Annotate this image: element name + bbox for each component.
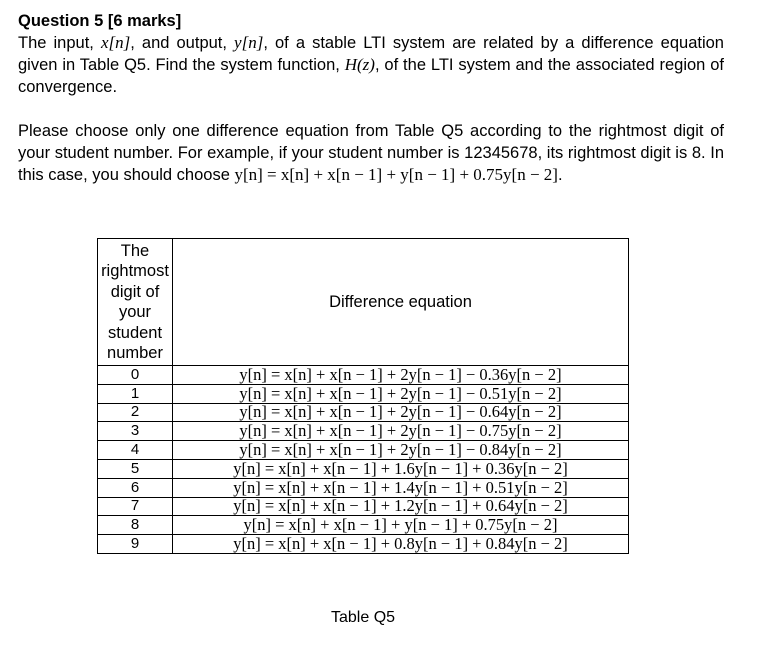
p1-math-output: y[n] [234,33,264,52]
row-digit: 0 [98,366,173,385]
table-q5 [97,238,629,554]
table-row [98,459,629,478]
header-equation: Difference equation [173,239,629,366]
row-digit: 4 [98,441,173,460]
row-digit: 7 [98,497,173,516]
row-digit: 2 [98,403,173,422]
p1-math-system-function: H(z) [344,55,375,74]
table-row [98,366,629,385]
p2-text-2: . [557,166,563,184]
p2-text-1: Please choose only one difference equation from Table Q5 according to the rightmost digit of your student number. For example, if your student number is 12345678, its rightmost digit is 8. In this case, you should choose [18,122,724,184]
table-row [98,403,629,422]
table-row [98,384,629,403]
row-digit: 9 [98,535,173,554]
row-digit: 8 [98,516,173,535]
row-equation: y[n] = x[n] + x[n − 1] + 1.4y[n − 1] + 0.51y[n − 2] [173,478,629,497]
p1-math-input: x[n] [100,33,131,52]
question-title: Question 5 [6 marks] [18,12,182,30]
row-equation: y[n] = x[n] + x[n − 1] + 1.2y[n − 1] + 0.64y[n − 2] [173,497,629,516]
row-digit: 3 [98,422,173,441]
p1-text-4: , of the LTI system and the associated region of convergence. [18,56,724,96]
p2-math-example-equation: y[n] = x[n] + x[n − 1] + y[n − 1] + 0.75y[n − 2] [234,165,558,184]
question-block [18,10,724,186]
p1-text-3: , of a stable LTI system are related by a difference equation given in Table Q5. Find the system function, [18,34,724,74]
table-row [98,478,629,497]
row-equation: y[n] = x[n] + x[n − 1] + 2y[n − 1] − 0.36y[n − 2] [173,366,629,385]
p1-text-2: , and output, [130,34,235,52]
table-row [98,441,629,460]
table-caption: Table Q5 [331,609,396,626]
row-equation: y[n] = x[n] + x[n − 1] + 0.8y[n − 1] + 0.84y[n − 2] [173,535,629,554]
table-header-row [98,239,629,366]
row-equation: y[n] = x[n] + x[n − 1] + 2y[n − 1] − 0.84y[n − 2] [173,441,629,460]
row-equation: y[n] = x[n] + x[n − 1] + y[n − 1] + 0.75y[n − 2] [173,516,629,535]
row-digit: 1 [98,384,173,403]
header-digit: The rightmost digit of your student number [98,239,173,366]
row-equation: y[n] = x[n] + x[n − 1] + 1.6y[n − 1] + 0.36y[n − 2] [173,459,629,478]
row-equation: y[n] = x[n] + x[n − 1] + 2y[n − 1] − 0.64y[n − 2] [173,403,629,422]
question-paragraph-2 [18,120,724,186]
question-paragraph-1 [18,32,724,98]
p1-text-1: The input, [18,34,101,52]
table-row [98,535,629,554]
table-row [98,516,629,535]
table-row [98,497,629,516]
row-equation: y[n] = x[n] + x[n − 1] + 2y[n − 1] − 0.75y[n − 2] [173,422,629,441]
row-equation: y[n] = x[n] + x[n − 1] + 2y[n − 1] − 0.51y[n − 2] [173,384,629,403]
row-digit: 6 [98,478,173,497]
row-digit: 5 [98,459,173,478]
table-row [98,422,629,441]
